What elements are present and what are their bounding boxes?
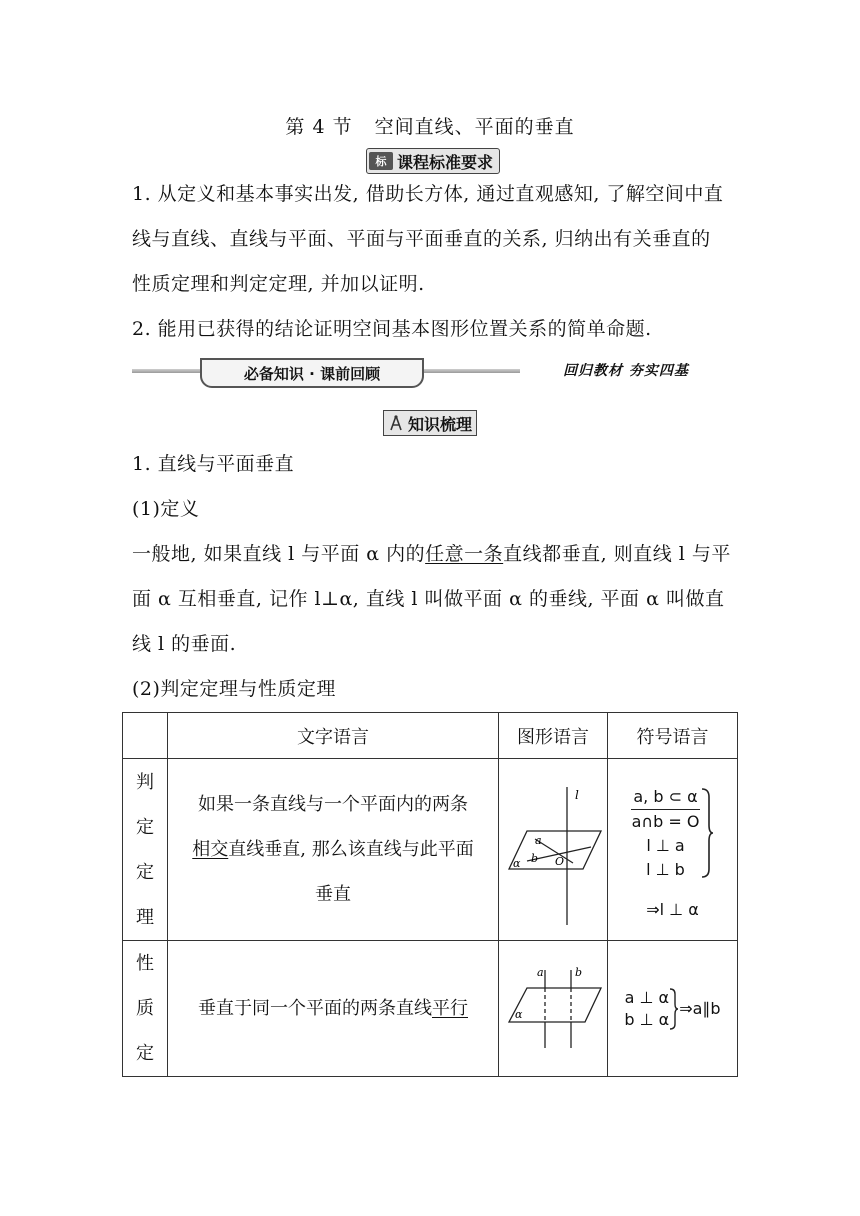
requirement-1-line-1: 1. 从定义和基本事实出发, 借助长方体, 通过直观感知, 了解空间中直	[132, 183, 724, 205]
row-label-property	[123, 941, 168, 1077]
sym-line: b ⊥ α	[624, 1009, 670, 1029]
property-text-a: 垂直于同一个平面的两条直线	[198, 998, 432, 1019]
heading-definition: (1)定义	[132, 498, 200, 520]
header-text-language: 文字语言	[168, 713, 499, 759]
judgment-text-line-3: 垂直	[315, 884, 351, 905]
judgment-underlined: 相交	[192, 839, 229, 860]
requirement-1-line-3: 性质定理和判定定理, 并加以证明.	[132, 273, 425, 295]
fig-label-alpha: α	[513, 857, 521, 870]
def-text-b: 直线都垂直, 则直线 l 与平	[503, 543, 731, 565]
knowledge-badge	[383, 410, 477, 436]
property-figure	[499, 941, 608, 1077]
judgment-figure	[499, 759, 608, 941]
def-text-a: 一般地, 如果直线 l 与平面 α 内的	[132, 543, 426, 565]
definition-line-2: 面 α 互相垂直, 记作 l⊥α, 直线 l 叫做平面 α 的垂线, 平面 α 叫做直	[132, 588, 725, 610]
property-underlined: 平行	[432, 998, 468, 1019]
property-text	[168, 941, 499, 1077]
header-empty	[123, 713, 168, 759]
section-number: 第 4 节	[285, 116, 353, 138]
badge-label: 课程标准要求	[397, 152, 494, 172]
fig-label-b: b	[575, 966, 583, 979]
sym-line: a∩b = O	[631, 811, 700, 831]
fig-label-o: O	[555, 855, 565, 868]
knowledge-badge-label: 知识梳理	[408, 414, 473, 434]
table-row	[123, 941, 738, 1077]
right-brace-icon	[700, 787, 714, 879]
section-title: 空间直线、平面的垂直	[374, 116, 575, 138]
label-char: 质	[136, 998, 154, 1019]
header-figure-language: 图形语言	[499, 713, 608, 759]
parallel-perp-figure	[501, 958, 605, 1054]
heading-theorems: (2)判定定理与性质定理	[132, 678, 336, 700]
banner-tab: 必备知识 · 课前回顾	[200, 358, 424, 388]
standard-icon: 标	[369, 152, 393, 170]
heading-line-plane-perp: 1. 直线与平面垂直	[132, 453, 295, 475]
page-title	[0, 112, 860, 139]
label-char: 判	[136, 771, 154, 793]
sym-line: a ⊥ α	[624, 987, 670, 1007]
sym-line: l ⊥ a	[646, 835, 685, 855]
requirement-2	[132, 307, 732, 352]
property-conclusion: ⇒a∥b	[679, 999, 721, 1018]
definition-line-3: 线 l 的垂面.	[132, 633, 237, 655]
label-char: 定	[136, 861, 154, 883]
course-standard-badge	[366, 148, 500, 174]
fig-label-a: a	[537, 966, 544, 979]
judgment-text	[168, 759, 499, 941]
label-char: 理	[136, 906, 154, 928]
judgment-conclusion: ⇒l ⊥ α	[646, 899, 699, 919]
judgment-text-b: 直线垂直, 那么该直线与此平面	[228, 839, 474, 860]
sym-line: a, b ⊂ α	[631, 785, 699, 810]
fig-label-l: l	[575, 788, 579, 802]
line-perp-plane-figure	[501, 759, 605, 935]
section-banner	[132, 358, 732, 388]
def-underlined: 任意一条	[425, 543, 504, 565]
table-row	[123, 759, 738, 941]
knowledge-body	[132, 442, 732, 712]
judgment-text-line-2	[168, 827, 498, 872]
label-char: 定	[136, 1043, 154, 1064]
right-brace-icon	[669, 987, 679, 1031]
definition-line-1	[132, 532, 732, 577]
label-char: 性	[136, 953, 154, 974]
requirement-1-line-2: 线与直线、直线与平面、平面与平面垂直的关系, 归纳出有关垂直的	[132, 228, 711, 250]
table-header-row	[123, 713, 738, 759]
fig-label-b: b	[531, 852, 539, 865]
theorem-table	[122, 712, 738, 1077]
banner-motto: 回归教材 夯实四基	[520, 358, 732, 382]
fig-label-alpha: α	[515, 1008, 523, 1021]
fig-label-a: a	[535, 834, 542, 847]
judgment-symbol	[608, 759, 738, 941]
compass-icon	[386, 413, 406, 433]
property-symbol	[608, 941, 738, 1077]
sym-line: l ⊥ b	[646, 859, 685, 879]
judgment-text-line-1: 如果一条直线与一个平面内的两条	[198, 794, 468, 815]
row-label-judgment	[123, 759, 168, 941]
label-char: 定	[136, 816, 154, 838]
header-symbol-language: 符号语言	[608, 713, 738, 759]
requirement-2-line-1: 2. 能用已获得的结论证明空间基本图形位置关系的简单命题.	[132, 318, 652, 340]
requirement-1	[132, 172, 732, 307]
